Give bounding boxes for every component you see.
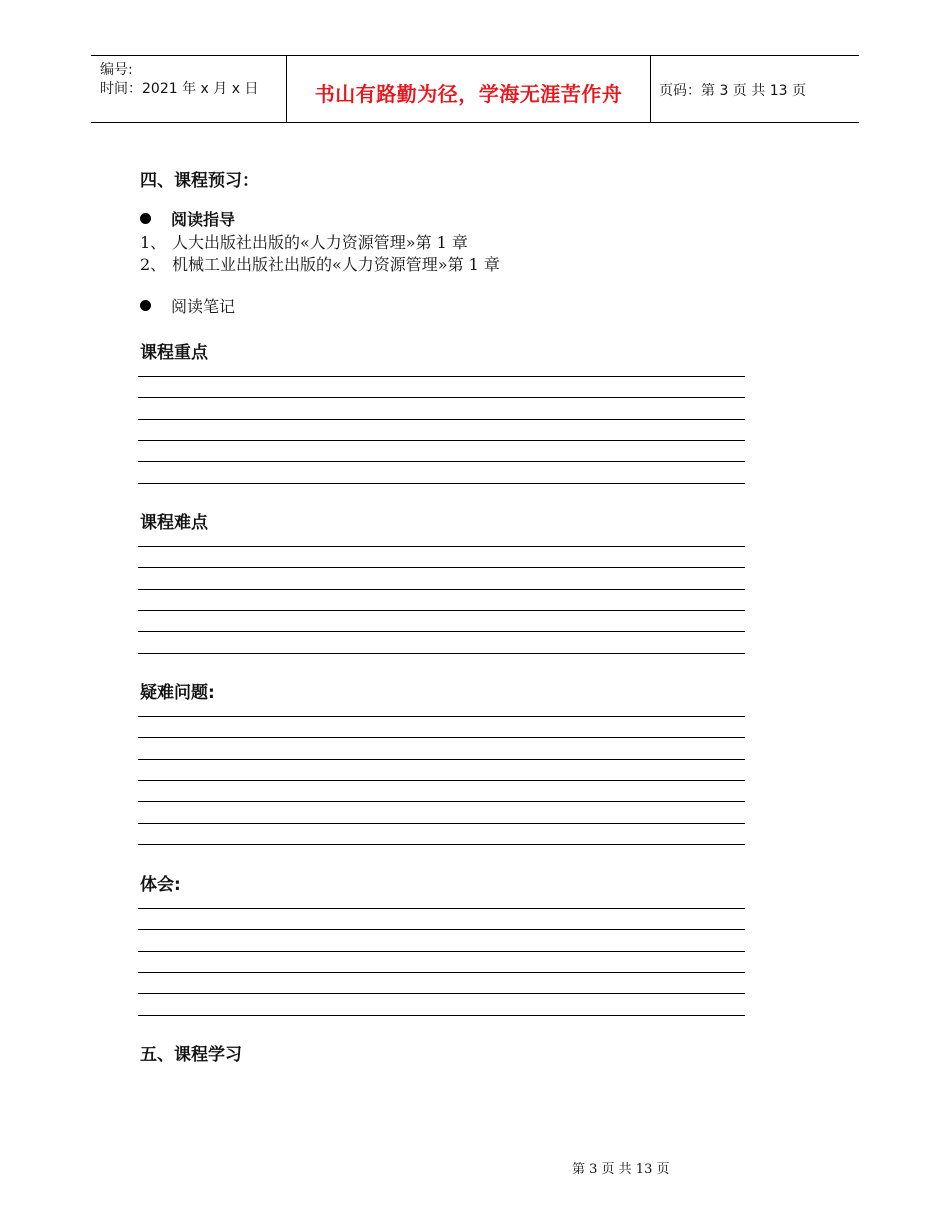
section-4-title: 四、课程预习： [140, 171, 259, 191]
writing-line[interactable] [138, 397, 745, 398]
bullet-dot-icon [140, 300, 151, 311]
reflection-title: 体会: [140, 875, 181, 895]
reading-guide-bullet [140, 207, 235, 230]
list-item-text: 机械工业出版社出版的«人力资源管理»第 1 章 [172, 255, 500, 274]
page-code: 页码：第 3 页 共 13 页 [659, 83, 806, 99]
reading-notes-bullet [140, 294, 235, 317]
page-header [91, 55, 859, 123]
writing-line[interactable] [138, 951, 745, 952]
reading-guide-label: 阅读指导 [171, 210, 236, 229]
writing-line[interactable] [138, 461, 745, 462]
writing-line[interactable] [138, 844, 745, 845]
header-meta-cell [91, 56, 286, 122]
writing-line[interactable] [138, 589, 745, 590]
key-points-title: 课程重点 [140, 343, 208, 363]
section-5-title: 五、课程学习 [140, 1045, 242, 1065]
reading-notes-label: 阅读笔记 [171, 297, 236, 316]
writing-line[interactable] [138, 1015, 745, 1016]
writing-line[interactable] [138, 993, 745, 994]
list-item [140, 230, 468, 253]
writing-line[interactable] [138, 610, 745, 611]
serial-label: 编号: [100, 62, 133, 78]
list-item-text: 人大出版社出版的«人力资源管理»第 1 章 [172, 233, 468, 252]
writing-line[interactable] [138, 972, 745, 973]
time-label: 时间：2021 年 x 月 x 日 [100, 81, 259, 97]
writing-line[interactable] [138, 419, 745, 420]
writing-line[interactable] [138, 483, 745, 484]
writing-line[interactable] [138, 546, 745, 547]
list-item [140, 252, 500, 275]
footer-page-number: 第 3 页 共 13 页 [572, 1162, 670, 1177]
writing-line[interactable] [138, 440, 745, 441]
writing-line[interactable] [138, 823, 745, 824]
header-motto-cell [286, 56, 651, 122]
writing-line[interactable] [138, 631, 745, 632]
writing-line[interactable] [138, 908, 745, 909]
difficult-points-title: 课程难点 [140, 513, 208, 533]
writing-line[interactable] [138, 376, 745, 377]
writing-line[interactable] [138, 737, 745, 738]
writing-line[interactable] [138, 567, 745, 568]
writing-line[interactable] [138, 759, 745, 760]
list-item-number: 1、 [140, 233, 167, 252]
writing-line[interactable] [138, 653, 745, 654]
list-item-number: 2、 [140, 255, 167, 274]
motto-text: 书山有路勤为径，学海无涯苦作舟 [314, 82, 623, 106]
writing-line[interactable] [138, 716, 745, 717]
writing-line[interactable] [138, 780, 745, 781]
writing-line[interactable] [138, 929, 745, 930]
writing-line[interactable] [138, 801, 745, 802]
header-page-cell [650, 56, 859, 122]
bullet-dot-icon [140, 213, 151, 224]
questions-title: 疑难问题: [140, 683, 215, 703]
